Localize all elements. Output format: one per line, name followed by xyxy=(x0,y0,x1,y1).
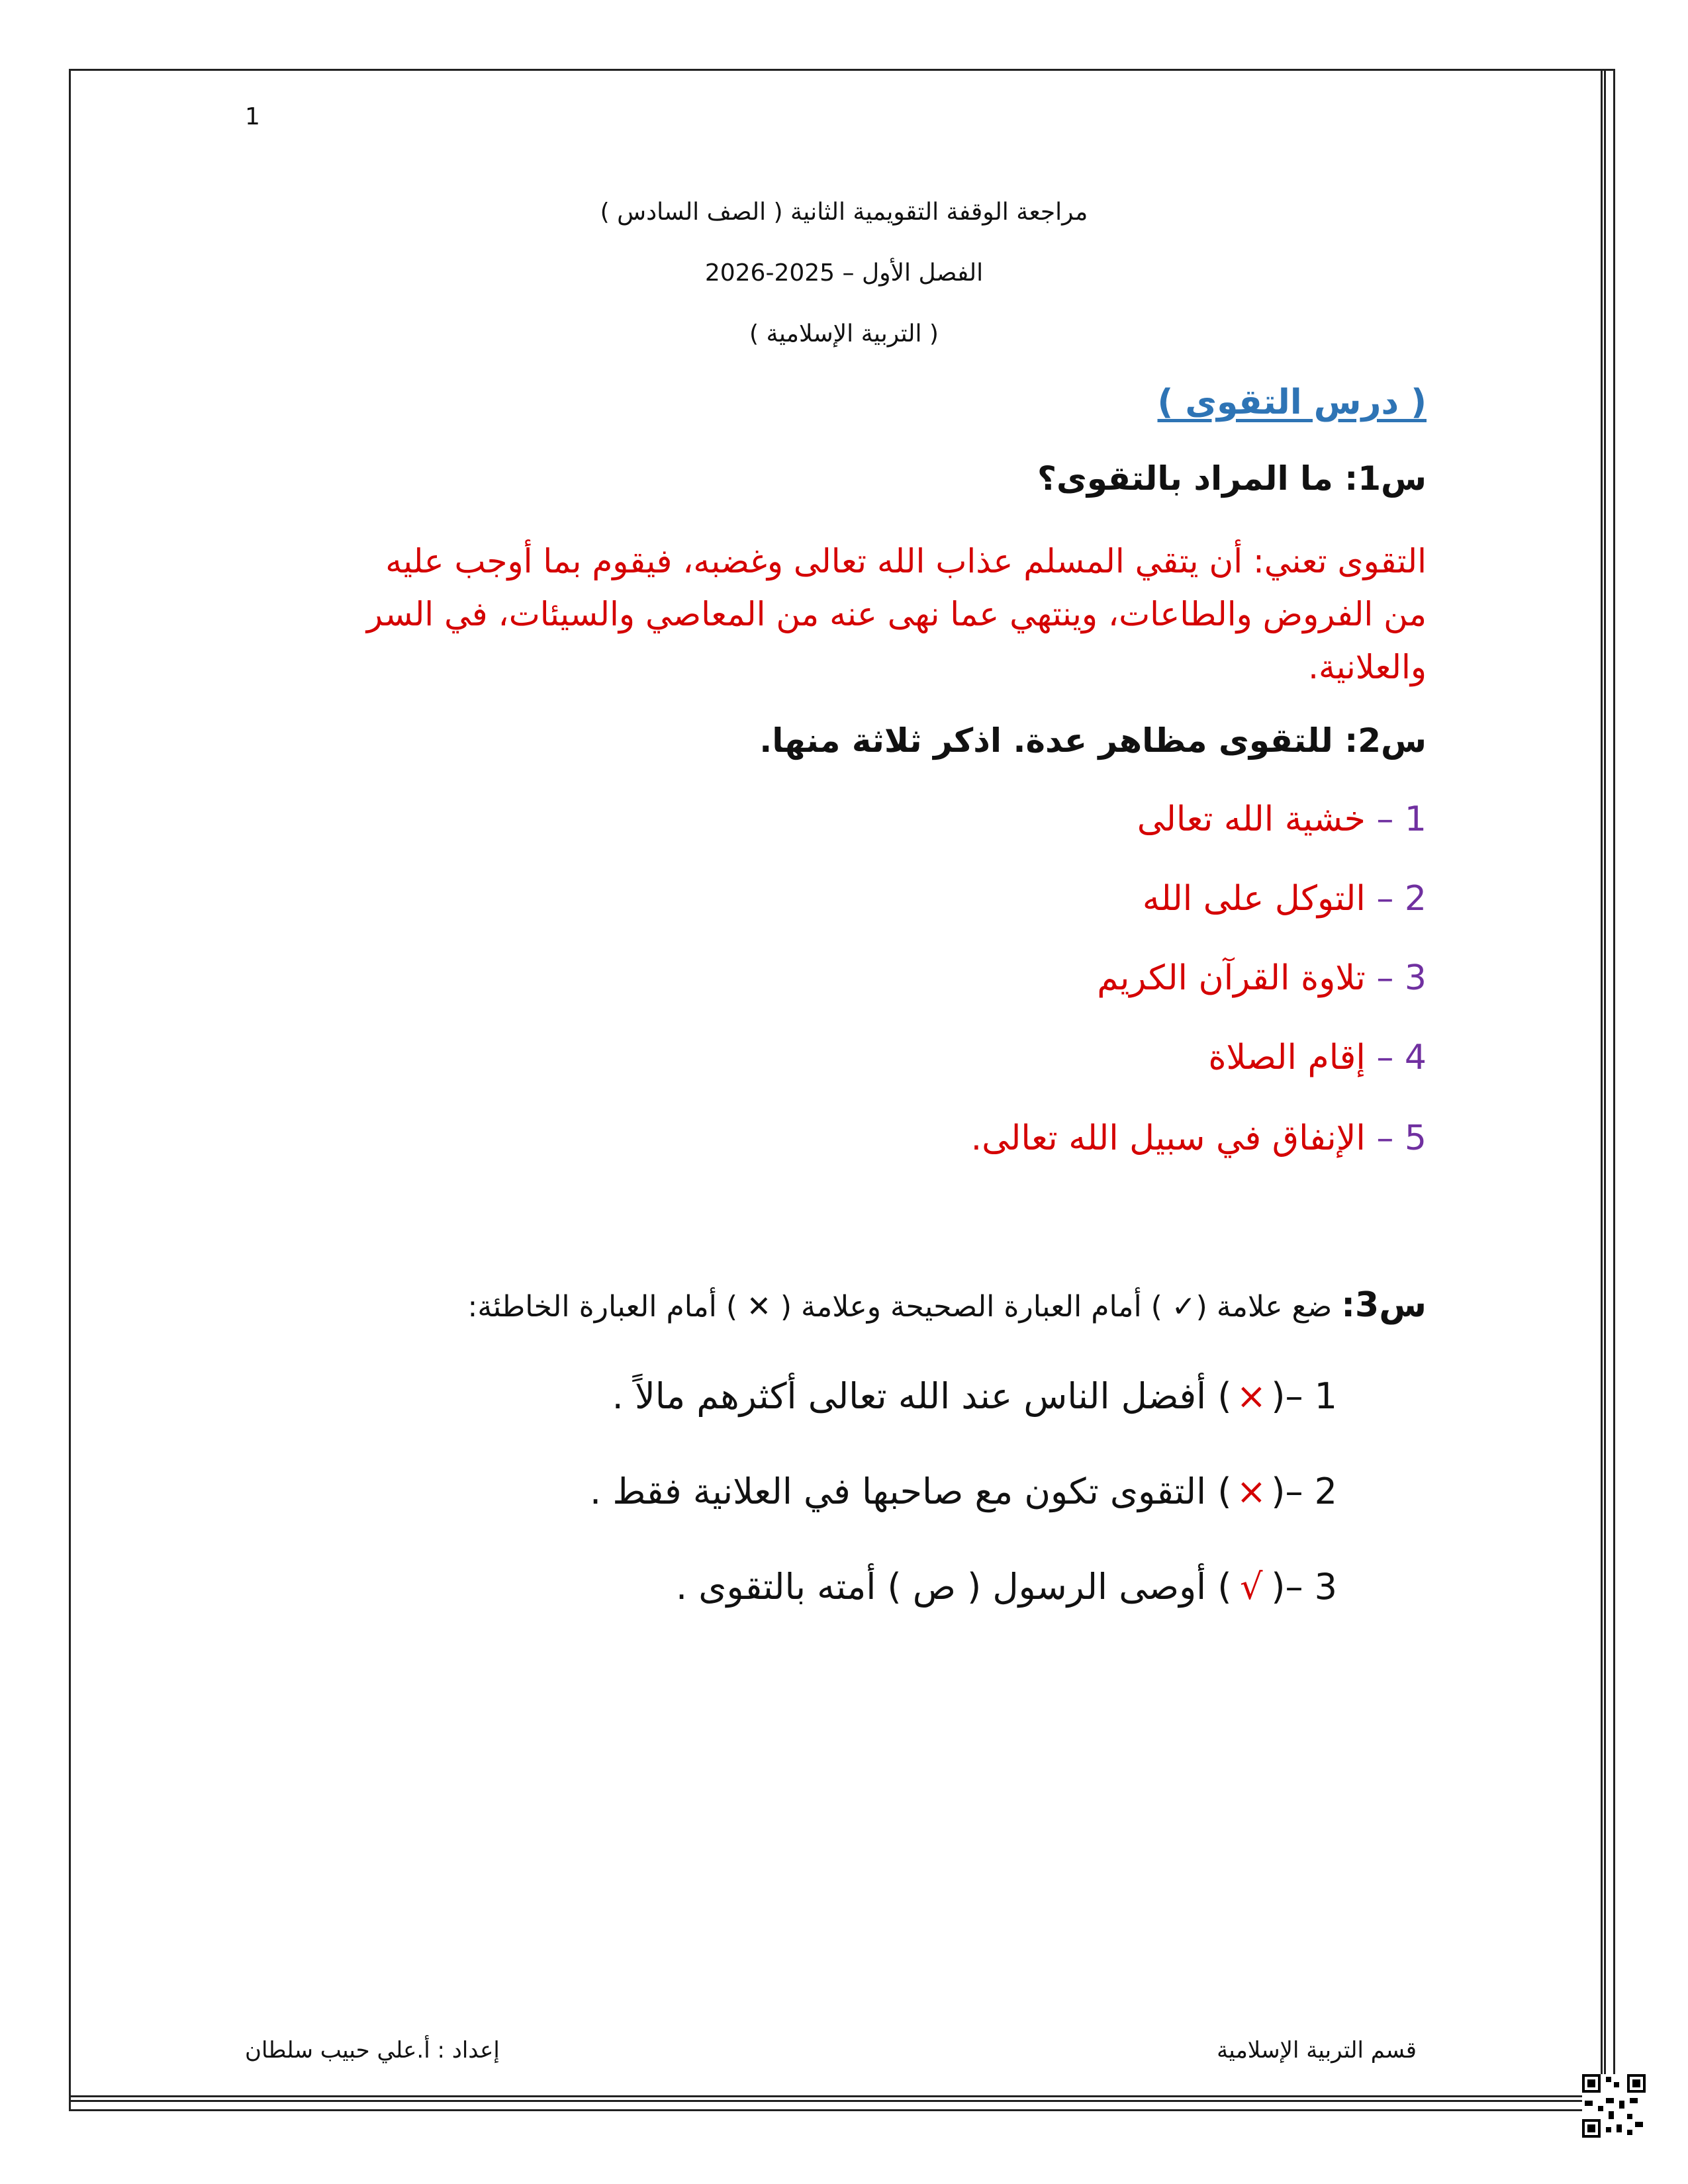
list-item xyxy=(1208,1038,1427,1077)
list-item xyxy=(1137,799,1427,839)
list-item-number: 4 – xyxy=(1376,1038,1427,1077)
answer-1: التقوى تعني: أن يتقي المسلم عذاب الله تعالى وغضبه، فيقوم بما أوجب عليه من الفروض والطاعات، وينتهي عما نهى عنه من المعاصي والسيئات، في السر والعلانية. xyxy=(366,542,1427,686)
list-item-number: 1 – xyxy=(1376,799,1427,839)
page-border xyxy=(69,69,1615,2111)
list-item-number: 3 – xyxy=(1376,958,1427,998)
question-1 xyxy=(1037,459,1427,498)
header-subject: ( التربية الإسلامية ) xyxy=(749,320,939,347)
statement-text: أفضل الناس عند الله تعالى أكثرهم مالاً . xyxy=(612,1375,1207,1417)
page-border-right xyxy=(1601,69,1606,2111)
question-2-text: للتقوى مظاهر عدة. اذكر ثلاثة منها. xyxy=(759,721,1345,760)
header-title: مراجعة الوقفة التقويمية الثانية ( الصف السادس ) xyxy=(600,199,1088,226)
list-item xyxy=(1097,958,1427,998)
page-number: 1 xyxy=(245,103,260,130)
list-item-text: خشية الله تعالى xyxy=(1137,799,1366,839)
question-3-text: ضع علامة (✓ ) أمام العبارة الصحيحة وعلامة ( ✕ ) أمام العبارة الخاطئة: xyxy=(467,1290,1342,1324)
answer-mark: √ xyxy=(1240,1566,1263,1608)
page-border-bottom xyxy=(69,2095,1615,2102)
header-semester: الفصل الأول – 2025-2026 xyxy=(704,259,984,287)
list-item-text: تلاوة القرآن الكريم xyxy=(1097,958,1366,998)
true-false-statement: 1 –(×) أفضل الناس عند الله تعالى أكثرهم مالاً . xyxy=(612,1375,1337,1417)
answer-mark: × xyxy=(1236,1375,1267,1417)
statement-number: 1 – xyxy=(1285,1375,1337,1417)
list-item xyxy=(971,1118,1427,1158)
list-item-text: إقام الصلاة xyxy=(1208,1038,1366,1077)
true-false-statement: 2 –(×) التقوى تكون مع صاحبها في العلانية فقط . xyxy=(589,1471,1337,1512)
question-1-label: س1: xyxy=(1344,459,1427,498)
question-2 xyxy=(759,721,1427,760)
list-item-number: 5 – xyxy=(1376,1118,1427,1158)
lesson-title: ( درس التقوى ) xyxy=(1157,383,1427,422)
list-item-text: التوكل على الله xyxy=(1142,879,1366,919)
statement-text: أوصى الرسول ( ص ) أمته بالتقوى . xyxy=(675,1566,1207,1608)
list-item-number: 2 – xyxy=(1376,879,1427,919)
footer-author: إعداد : أ.علي حبيب سلطان xyxy=(245,2037,500,2064)
statement-number: 2 – xyxy=(1285,1471,1337,1512)
question-2-label: س2: xyxy=(1344,721,1427,760)
footer-department: قسم التربية الإسلامية xyxy=(1217,2037,1417,2064)
list-item xyxy=(1143,879,1427,919)
question-3 xyxy=(468,1285,1427,1325)
list-item-text: الإنفاق في سبيل الله تعالى. xyxy=(970,1118,1366,1158)
question-1-text: ما المراد بالتقوى؟ xyxy=(1037,459,1345,498)
answer-mark: × xyxy=(1236,1471,1267,1512)
true-false-statement: 3 –(√) أوصى الرسول ( ص ) أمته بالتقوى . xyxy=(675,1566,1337,1608)
qr-code-icon xyxy=(1582,2074,1646,2138)
statement-number: 3 – xyxy=(1285,1566,1337,1608)
statement-text: التقوى تكون مع صاحبها في العلانية فقط . xyxy=(589,1471,1207,1512)
question-3-label: س3: xyxy=(1341,1285,1427,1325)
